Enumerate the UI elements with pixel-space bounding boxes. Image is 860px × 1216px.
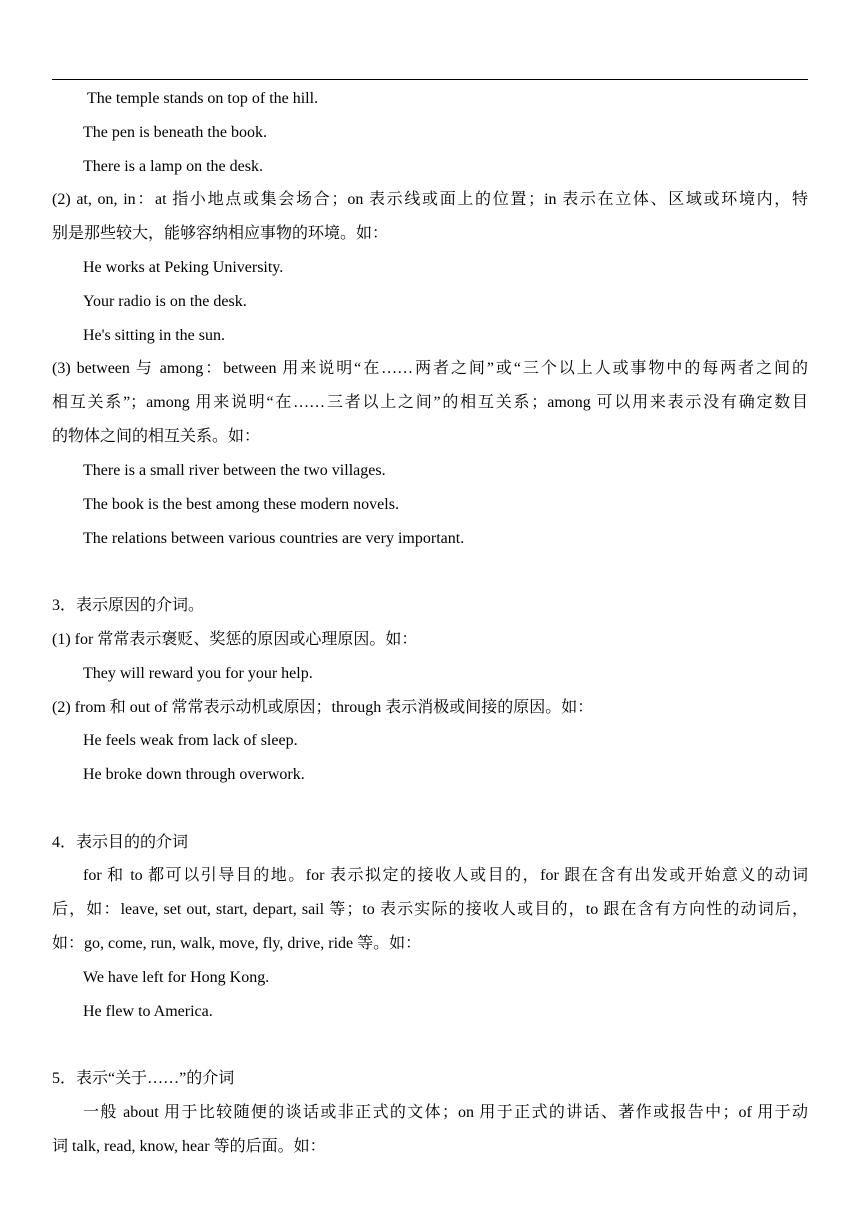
example-sentence: The temple stands on top of the hill. [87, 90, 319, 107]
section-heading: 4．表示目的的介词 [52, 834, 189, 851]
section-heading: 3．表示原因的介词。 [52, 597, 205, 614]
rule-paragraph-line: (2) from 和 out of 常常表示动机或原因；through 表示消极或间接的原因。如： [52, 699, 594, 716]
example-sentence: There is a lamp on the desk. [83, 158, 263, 175]
section-heading: 5．表示“关于……”的介词 [52, 1070, 235, 1087]
example-sentence: He flew to America. [83, 1003, 213, 1020]
rule-paragraph-line: 的物体之间的相互关系。如： [52, 428, 261, 445]
example-sentence: He broke down through overwork. [83, 766, 305, 783]
rule-paragraph-line: 如：go, come, run, walk, move, fly, drive, ride 等。如： [52, 935, 422, 952]
example-sentence: The book is the best among these modern novels. [83, 496, 399, 513]
example-sentence: We have left for Hong Kong. [83, 969, 270, 986]
rule-paragraph-line: (2) at, on, in：at 指小地点或集会场合；on 表示线或面上的位置；in 表示在立体、区域或环境内，特 [52, 191, 808, 208]
example-sentence: They will reward you for your help. [83, 665, 313, 682]
rule-paragraph-line: for 和 to 都可以引导目的地。for 表示拟定的接收人或目的，for 跟在含有出发或开始意义的动词 [83, 867, 808, 884]
rule-paragraph-line: (3) between 与 among：between 用来说明“在……两者之间”或“三个以上人或事物中的每两者之间的 [52, 360, 808, 377]
example-sentence: He feels weak from lack of sleep. [83, 732, 298, 749]
example-sentence: The relations between various countries are very important. [83, 530, 465, 547]
rule-paragraph-line: (1) for 常常表示褒贬、奖惩的原因或心理原因。如： [52, 631, 418, 648]
rule-paragraph-line: 后，如：leave, set out, start, depart, sail 等；to 表示实际的接收人或目的，to 跟在含有方向性的动词后， [52, 901, 808, 918]
header-rule [52, 79, 808, 80]
rule-paragraph-line: 相互关系”；among 用来说明“在……三者以上之间”的相互关系；among 可以用来表示没有确定数目 [52, 394, 808, 411]
rule-paragraph-line: 别是那些较大，能够容纳相应事物的环境。如： [52, 225, 389, 242]
example-sentence: There is a small river between the two villages. [83, 462, 386, 479]
rule-paragraph-line: 一般 about 用于比较随便的谈话或非正式的文体；on 用于正式的讲话、著作或报告中；of 用于动 [83, 1104, 808, 1121]
example-sentence: Your radio is on the desk. [83, 293, 247, 310]
example-sentence: He works at Peking University. [83, 259, 284, 276]
rule-paragraph-line: 词 talk, read, know, hear 等的后面。如： [52, 1138, 326, 1155]
example-sentence: The pen is beneath the book. [83, 124, 267, 141]
example-sentence: He's sitting in the sun. [83, 327, 225, 344]
